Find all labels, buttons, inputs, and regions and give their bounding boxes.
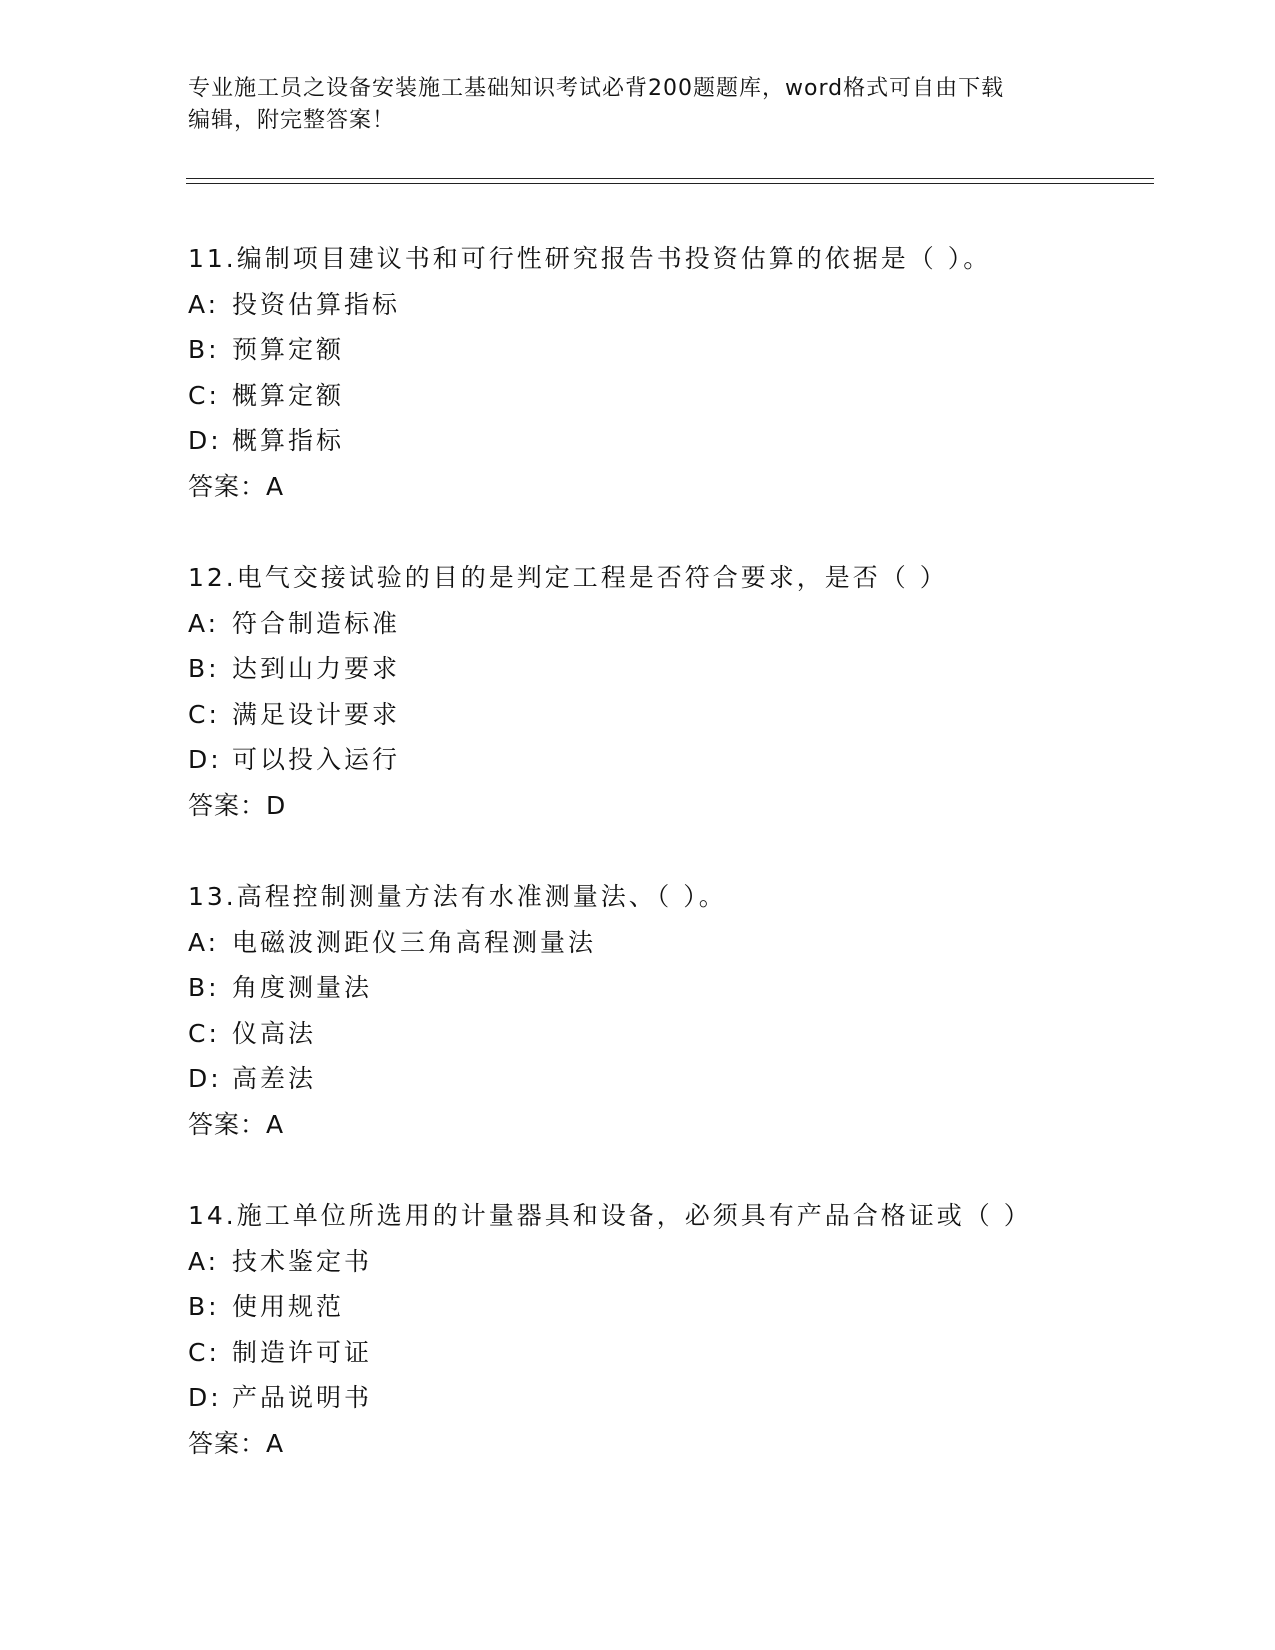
option-text: 概算指标 [232, 426, 345, 455]
option-text: 产品说明书 [232, 1383, 373, 1412]
option-text: 预算定额 [232, 335, 345, 364]
option-text: 技术鉴定书 [232, 1246, 373, 1276]
option-text: 角度测量法 [232, 973, 373, 1002]
header-divider-top [186, 178, 1154, 179]
option-letter: D: [188, 426, 222, 455]
option-d [188, 1375, 1188, 1421]
header-divider-bottom [186, 183, 1154, 184]
option-c [188, 692, 1188, 738]
option-b [188, 327, 1188, 373]
option-letter: B: [188, 335, 220, 364]
option-letter: D: [188, 1383, 222, 1412]
option-b [188, 646, 1188, 692]
option-text: 仪高法 [232, 1018, 317, 1048]
option-text: 达到山力要求 [232, 654, 401, 683]
answer: 答案：A [188, 1428, 285, 1458]
option-letter: B: [188, 973, 220, 1002]
option-text: 满足设计要求 [232, 699, 401, 729]
answer: 答案：A [188, 471, 285, 501]
option-letter: B: [188, 654, 220, 683]
option-c [188, 373, 1188, 419]
option-text: 概算定额 [232, 380, 345, 410]
option-d [188, 737, 1188, 783]
question-stem: 11.编制项目建议书和可行性研究报告书投资估算的依据是（ ）。 [188, 244, 992, 273]
question-11 [188, 236, 1188, 509]
option-a [188, 1239, 1188, 1285]
option-a [188, 920, 1188, 966]
answer: 答案：D [188, 790, 287, 820]
option-b [188, 1284, 1188, 1330]
option-text: 高差法 [232, 1064, 317, 1093]
option-letter: D: [188, 1064, 222, 1093]
option-letter: A: [188, 927, 220, 957]
option-a [188, 282, 1188, 328]
option-text: 投资估算指标 [232, 289, 401, 319]
option-letter: A: [188, 1246, 220, 1276]
option-text: 制造许可证 [232, 1337, 373, 1367]
option-letter: B: [188, 1292, 220, 1321]
option-letter: C: [188, 1018, 220, 1048]
option-letter: C: [188, 380, 220, 410]
option-letter: A: [188, 289, 220, 319]
option-letter: C: [188, 699, 220, 729]
question-stem: 14.施工单位所选用的计量器具和设备，必须具有产品合格证或（ ） [188, 1201, 1032, 1230]
option-text: 符合制造标准 [232, 608, 401, 638]
answer: 答案：A [188, 1109, 285, 1139]
option-text: 可以投入运行 [232, 745, 401, 774]
header-line-2: 编辑，附完整答案！ [188, 108, 396, 133]
question-12 [188, 555, 1188, 828]
option-c [188, 1011, 1188, 1057]
question-14 [188, 1193, 1188, 1466]
option-letter: C: [188, 1337, 220, 1367]
option-d [188, 1056, 1188, 1102]
option-letter: D: [188, 745, 222, 774]
option-a [188, 601, 1188, 647]
option-c [188, 1330, 1188, 1376]
option-letter: A: [188, 608, 220, 638]
option-b [188, 965, 1188, 1011]
option-text: 电磁波测距仪三角高程测量法 [232, 927, 597, 957]
option-text: 使用规范 [232, 1292, 345, 1321]
question-13 [188, 874, 1188, 1147]
question-stem: 12.电气交接试验的目的是判定工程是否符合要求，是否（ ） [188, 563, 948, 592]
option-d [188, 418, 1188, 464]
document-header [188, 73, 1088, 137]
header-line-1: 专业施工员之设备安装施工基础知识考试必背200题题库，word格式可自由下载 [188, 76, 1005, 101]
question-stem: 13.高程控制测量方法有水准测量法、（ ）。 [188, 882, 727, 911]
